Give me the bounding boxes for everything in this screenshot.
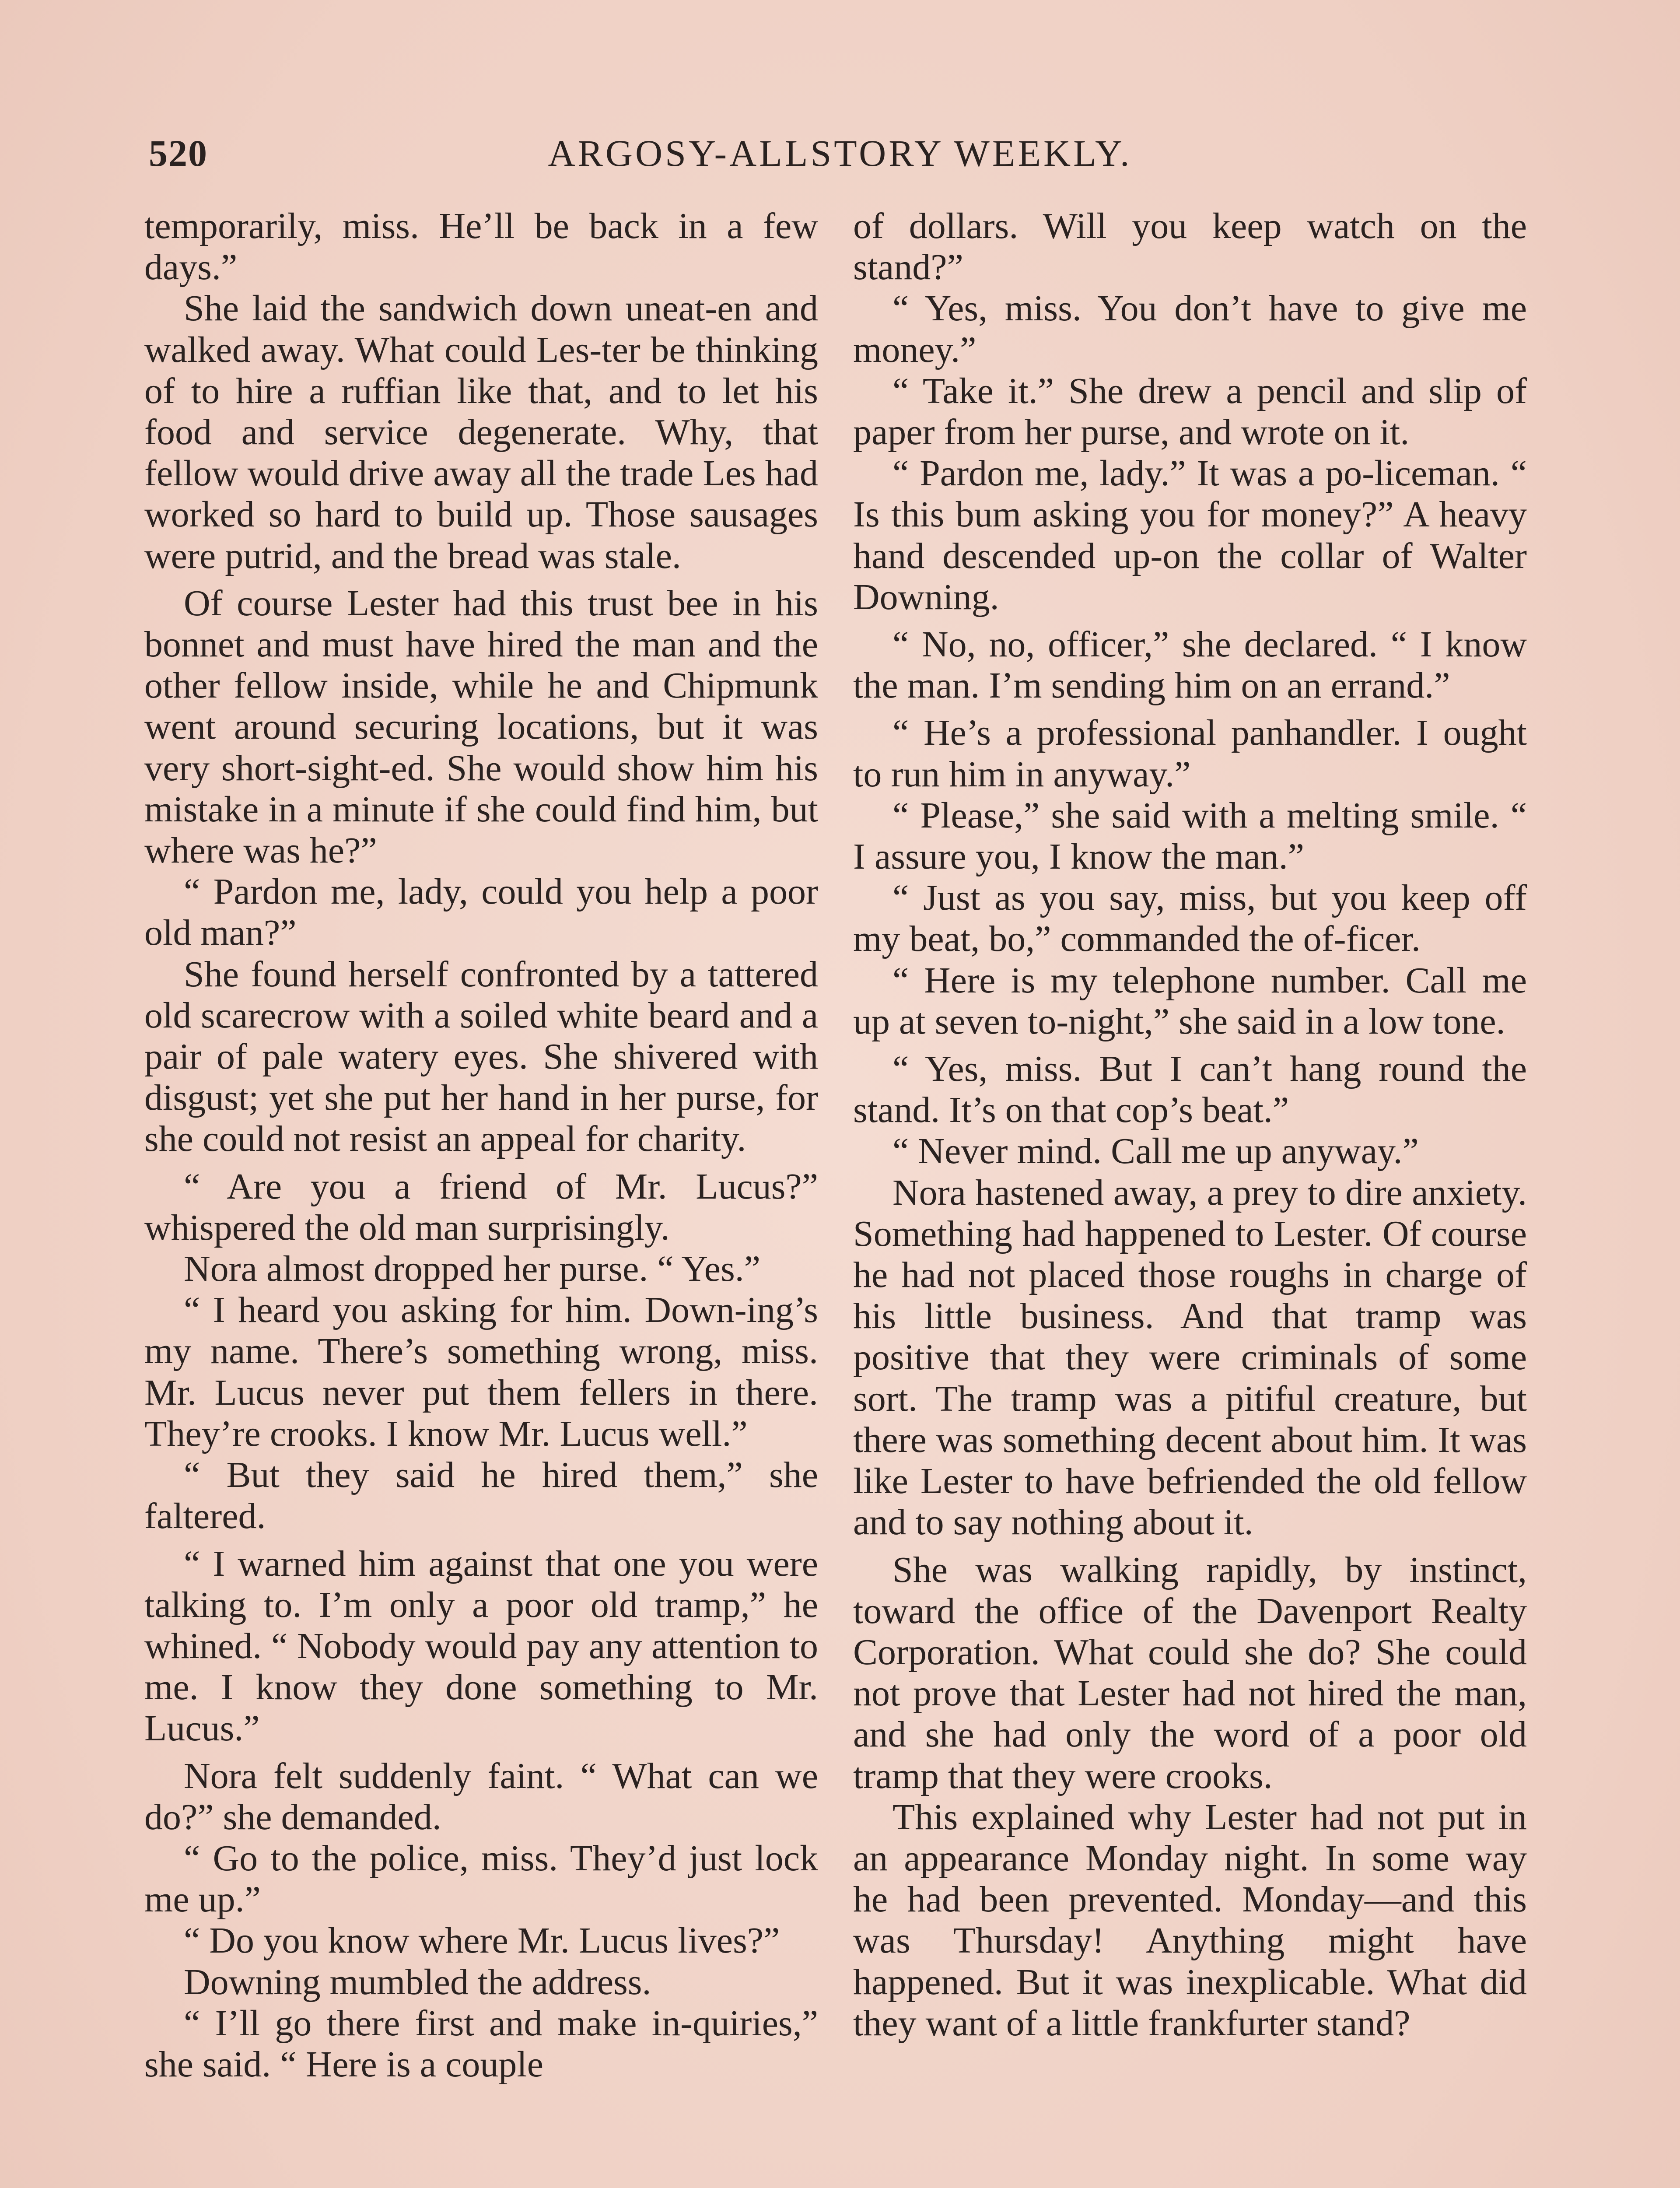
left-column (144, 206, 818, 2085)
paragraph: “ Never mind. Call me up anyway.” (892, 1131, 1419, 1172)
paragraph: “ I warned him against that one you were talking to. I’m only a poor old tramp,” he whined. “ Nobody would pay any attention to me. I know they done something to Mr. Lucus.” (144, 1543, 818, 1749)
paragraph: “ I heard you asking for him. Down-ing’s my name. There’s something wrong, miss. Mr. Lucus never put them fellers in there. They’re crooks. I know Mr. Lucus well.” (144, 1290, 818, 1454)
paragraph: She found herself confronted by a tattered old scarecrow with a soiled white beard and a pair of pale watery eyes. She shivered with disgust; yet she put her hand in her purse, for she could not resist an appeal for charity. (144, 954, 818, 1160)
paragraph: “ Yes, miss. But I can’t hang round the stand. It’s on that cop’s beat.” (853, 1048, 1527, 1131)
paragraph: “ No, no, officer,” she declared. “ I know the man. I’m sending him on an errand.” (853, 624, 1527, 706)
page-header (149, 131, 1531, 184)
paragraph: Downing mumbled the address. (184, 1961, 651, 2002)
paragraph: “ Go to the police, miss. They’d just lock me up.” (144, 1837, 818, 1920)
paragraph: Nora hastened away, a prey to dire anxiety. Something had happened to Lester. Of course he had not placed those roughs in charge of his little business. And that tramp was positive that they were criminals of some sort. The tramp was a pitiful creature, but there was something decent about him. It was like Lester to have befriended the old fellow and to say nothing about it. (853, 1172, 1527, 1543)
paragraph: “ He’s a professional panhandler. I ought to run him in anyway.” (853, 712, 1527, 795)
paragraph: “ Please,” she said with a melting smile. “ I assure you, I know the man.” (853, 795, 1527, 877)
paragraph: “ Here is my telephone number. Call me up at seven to-night,” she said in a low tone. (853, 960, 1527, 1042)
paragraph: Nora felt suddenly faint. “ What can we do?” she demanded. (144, 1755, 818, 1837)
paragraph: “ Just as you say, miss, but you keep off my beat, bo,” commanded the of-ficer. (853, 877, 1527, 960)
paragraph: “ I’ll go there first and make in-quiries,” she said. “ Here is a couple (144, 2002, 818, 2085)
paragraph: “ Yes, miss. You don’t have to give me money.” (853, 288, 1527, 370)
paragraph: This explained why Lester had not put in an appearance Monday night. In some way he had been prevented. Monday—and this was Thursday! Anything might have happened. But it was inexplicable. What did they want of a little frankfurter stand? (853, 1796, 1527, 2044)
paragraph: temporarily, miss. He’ll be back in a few days.” (144, 206, 818, 288)
paragraph: “ Pardon me, lady, could you help a poor old man?” (144, 871, 818, 954)
paragraph: “ Take it.” She drew a pencil and slip of paper from her purse, and wrote on it. (853, 370, 1527, 453)
right-column (853, 206, 1527, 2044)
paragraph: Nora almost dropped her purse. “ Yes.” (184, 1248, 761, 1290)
paragraph: Of course Lester had this trust bee in his bonnet and must have hired the man and the other fellow inside, while he and Chipmunk went around securing locations, but it was very short-sight-ed. She would show him his mistake in a minute if she could find him, but where was he?” (144, 582, 818, 871)
paragraph: of dollars. Will you keep watch on the stand?” (853, 206, 1527, 288)
page-number: 520 (149, 132, 208, 174)
paragraph: “ But they said he hired them,” she faltered. (144, 1455, 818, 1537)
paragraph: “ Are you a friend of Mr. Lucus?” whispered the old man surprisingly. (144, 1166, 818, 1248)
paragraph: “ Do you know where Mr. Lucus lives?” (184, 1920, 780, 1961)
running-head: ARGOSY-ALLSTORY WEEKLY. (548, 132, 1132, 174)
paragraph: “ Pardon me, lady.” It was a po-liceman. “ Is this bum asking you for money?” A heavy hand descended up-on the collar of Walter Downing. (853, 453, 1527, 617)
paragraph: She was walking rapidly, by instinct, toward the office of the Davenport Realty Corporation. What could she do? She could not prove that Lester had not hired the man, and she had only the word of a poor old tramp that they were crooks. (853, 1549, 1527, 1796)
paragraph: She laid the sandwich down uneat-en and walked away. What could Les-ter be thinking of to hire a ruffian like that, and to let his food and service degenerate. Why, that fellow would drive away all the trade Les had worked so hard to build up. Those sausages were putrid, and the bread was stale. (144, 288, 818, 576)
